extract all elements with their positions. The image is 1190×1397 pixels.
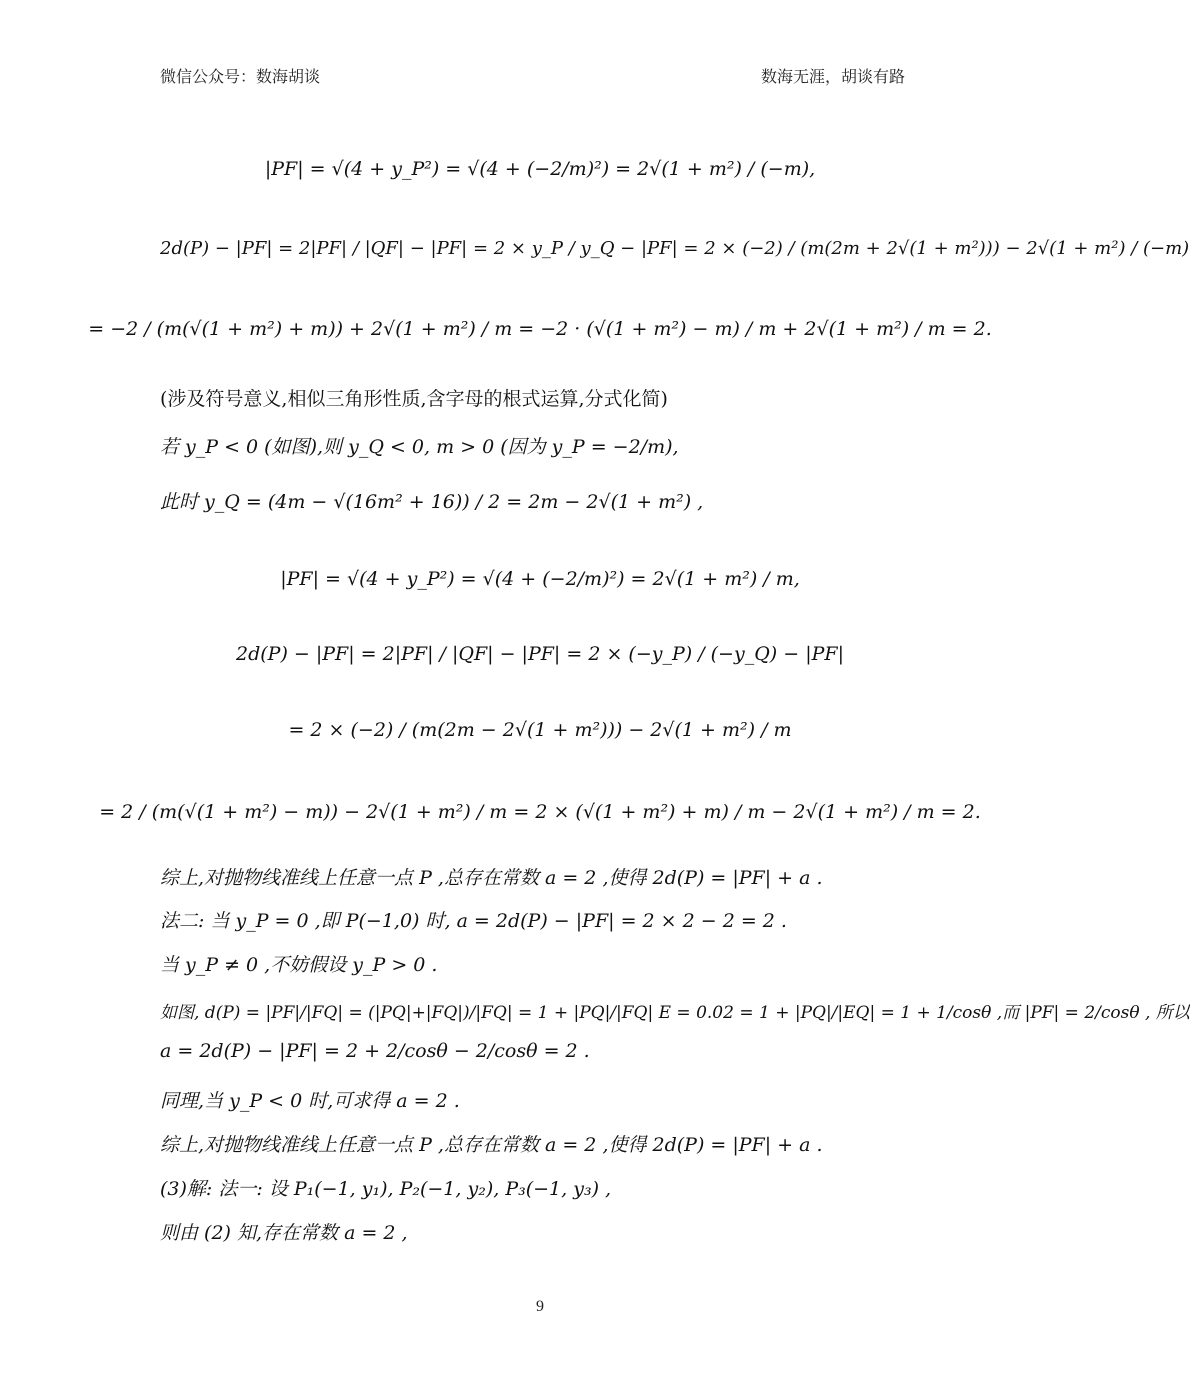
from-part-two-line: 则由 (2) 知,存在常数 a = 2 , <box>160 1222 408 1244</box>
page-number: 9 <box>536 1298 544 1315</box>
case-yp-negative-line: 若 y_P < 0 (如图),则 y_Q < 0, m > 0 (因为 y_P = −2/m), <box>160 436 679 458</box>
formula-2dp-minus-pf-1: 2d(P) − |PF| = 2|PF| / |QF| − |PF| = 2 × y_P / y_Q − |PF| = 2 × (−2) / (m(2m + 2√(1 + m²))) − 2√(1 + m²) / (−m) <box>160 238 1190 259</box>
header-right: 数海无涯，胡谈有路 <box>760 67 905 86</box>
case-yp-nonzero-line: 当 y_P ≠ 0 ,不妨假设 y_P > 0 . <box>160 954 438 976</box>
figure-derivation-line: 如图, d(P) = |PF|/|FQ| = (|PQ|+|FQ|)/|FQ| = 1 + |PQ|/|FQ| E = 0.02 = 1 + |PQ|/|EQ| = 1 + 1/cosθ ,而 |PF| = 2/cosθ , 所以 <box>160 1003 1190 1023</box>
formula-step-2: = 2 × (−2) / (m(2m − 2√(1 + m²))) − 2√(1 + m²) / m <box>288 719 792 741</box>
part-three-line: (3)解: 法一: 设 P₁(−1, y₁), P₂(−1, y₂), P₃(−1, y₃) , <box>160 1178 612 1200</box>
formula-result-1: = −2 / (m(√(1 + m²) + m)) + 2√(1 + m²) / m = −2 · (√(1 + m²) − m) / m + 2√(1 + m²) / m = 2. <box>88 318 992 340</box>
conclusion-line-1: 综上,对抛物线准线上任意一点 P ,总存在常数 a = 2 ,使得 2d(P) = |PF| + a . <box>160 867 823 889</box>
a-value-line: a = 2d(P) − |PF| = 2 + 2/cosθ − 2/cosθ = 2 . <box>160 1040 590 1062</box>
similarly-line: 同理,当 y_P < 0 时,可求得 a = 2 . <box>160 1090 460 1112</box>
method-two-line: 法二: 当 y_P = 0 ,即 P(−1,0) 时, a = 2d(P) − |PF| = 2 × 2 − 2 = 2 . <box>160 910 787 932</box>
conclusion-line-2: 综上,对抛物线准线上任意一点 P ,总存在常数 a = 2 ,使得 2d(P) = |PF| + a . <box>160 1134 823 1156</box>
formula-2dp-minus-pf-2: 2d(P) − |PF| = 2|PF| / |QF| − |PF| = 2 × (−y_P) / (−y_Q) − |PF| <box>236 643 844 665</box>
formula-pf-length-2: |PF| = √(4 + y_P²) = √(4 + (−2/m)²) = 2√(1 + m²) / m, <box>280 568 800 590</box>
remark-line: (涉及符号意义,相似三角形性质,含字母的根式运算,分式化简) <box>160 388 668 410</box>
header-left: 微信公众号：数海胡谈 <box>160 67 321 86</box>
formula-pf-length-1: |PF| = √(4 + y_P²) = √(4 + (−2/m)²) = 2√(1 + m²) / (−m), <box>264 158 816 180</box>
formula-result-2: = 2 / (m(√(1 + m²) − m)) − 2√(1 + m²) / m = 2 × (√(1 + m²) + m) / m − 2√(1 + m²) / m = 2. <box>99 801 981 823</box>
formula-yq-line: 此时 y_Q = (4m − √(16m² + 16)) / 2 = 2m − 2√(1 + m²) , <box>160 491 704 513</box>
